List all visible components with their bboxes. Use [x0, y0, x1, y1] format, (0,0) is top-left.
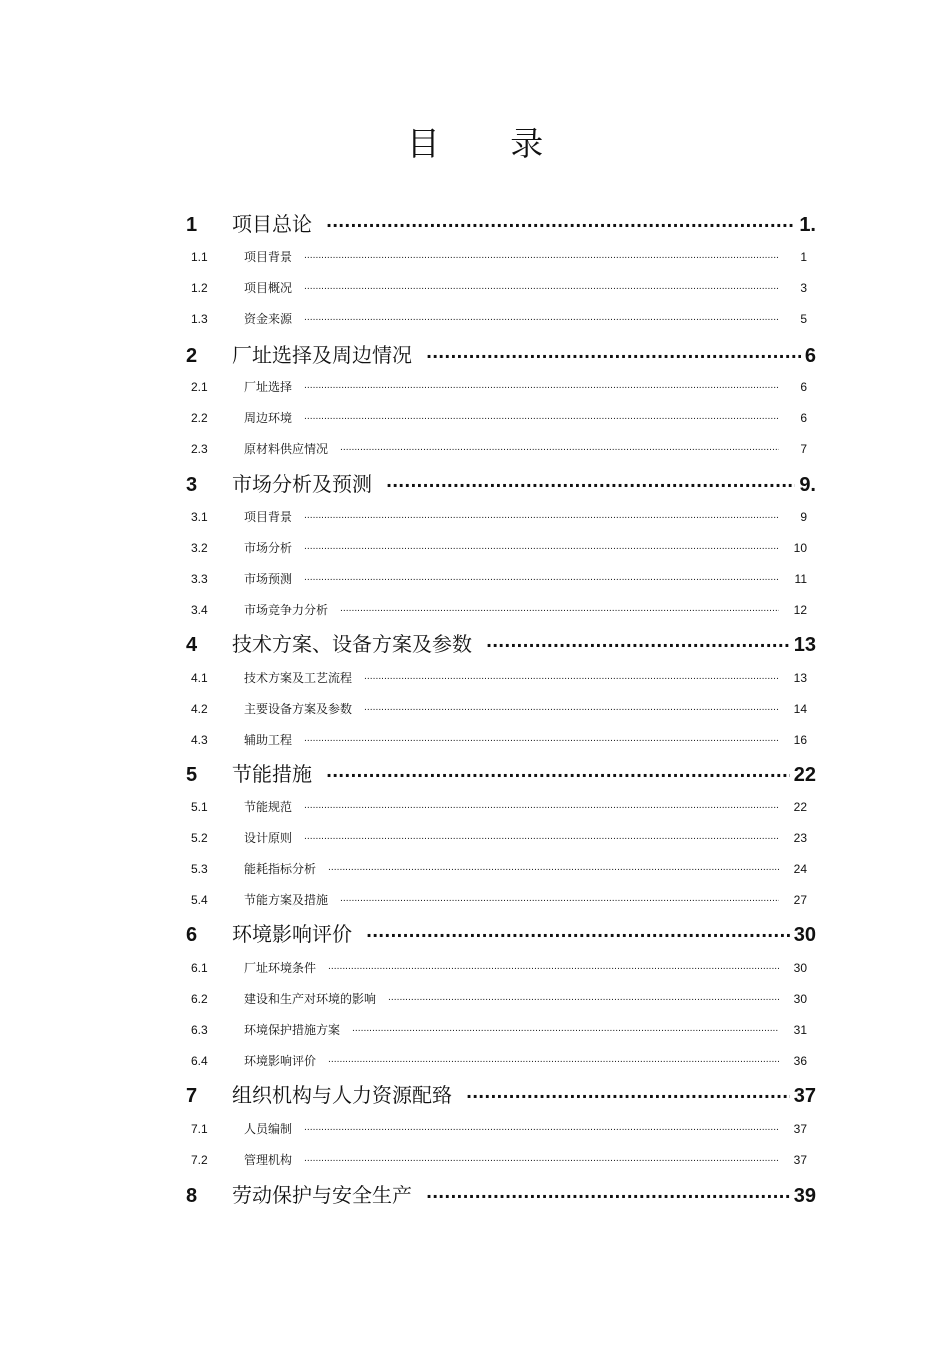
toc-page-number: 36 [793, 1054, 807, 1068]
toc-section[interactable] [191, 1020, 807, 1038]
toc-number: 5.1 [191, 800, 208, 814]
dot-leader [340, 439, 779, 453]
toc-chapter[interactable] [186, 1179, 816, 1205]
toc-label: 建设和生产对环境的影响 [244, 992, 377, 1006]
toc-chapter[interactable] [186, 339, 816, 365]
toc-label: 厂址选择及周边情况 [232, 343, 412, 367]
toc-label: 主要设备方案及参数 [244, 702, 353, 716]
toc-page-number: 22 [793, 764, 816, 786]
toc-page-number: 31 [793, 1023, 807, 1037]
dot-leader [304, 247, 779, 261]
toc-number: 8 [186, 1185, 198, 1207]
toc-number: 2.3 [191, 442, 208, 456]
toc-page-number: 37 [793, 1122, 807, 1136]
toc-number: 4.3 [191, 733, 208, 747]
toc-section[interactable] [191, 507, 807, 525]
toc-number: 6 [186, 924, 198, 946]
toc-number: 5.3 [191, 862, 208, 876]
toc-number: 4 [186, 634, 198, 656]
toc-page-number: 13 [793, 634, 816, 656]
toc-section[interactable] [191, 309, 807, 327]
toc-page-number: 27 [793, 893, 807, 907]
toc-page-number: 9. [799, 474, 816, 496]
toc-number: 1.2 [191, 281, 208, 295]
toc-number: 6.1 [191, 961, 208, 975]
toc-label: 市场预测 [244, 572, 293, 586]
toc-chapter[interactable] [186, 208, 816, 234]
toc-label: 项目背景 [244, 250, 293, 264]
toc-section[interactable] [191, 1051, 807, 1069]
toc-page-number: 37 [793, 1085, 816, 1107]
toc-page-number: 30 [793, 961, 807, 975]
dot-leader [304, 797, 779, 811]
toc-section[interactable] [191, 1119, 807, 1137]
dot-leader [328, 958, 779, 972]
toc-label: 能耗指标分析 [244, 862, 317, 876]
toc-number: 2.2 [191, 411, 208, 425]
toc-number: 3.1 [191, 510, 208, 524]
toc-section[interactable] [191, 958, 807, 976]
page-title: 目 录 [406, 124, 574, 163]
toc-label: 原材料供应情况 [244, 442, 329, 456]
toc-chapter[interactable] [186, 468, 816, 494]
dot-leader [304, 278, 779, 292]
toc-section[interactable] [191, 247, 807, 265]
dot-leader [328, 1051, 779, 1065]
toc-page-number: 23 [793, 831, 807, 845]
toc-number: 4.2 [191, 702, 208, 716]
toc-page-number: 11 [794, 572, 807, 586]
dot-leader [304, 1150, 779, 1164]
toc-number: 5.2 [191, 831, 208, 845]
dot-leader [364, 699, 779, 713]
toc-label: 辅助工程 [244, 733, 293, 747]
dot-leader [352, 1020, 779, 1034]
dot-leader [340, 600, 779, 614]
dot-leader [366, 919, 790, 941]
toc-page-number: 39 [793, 1185, 816, 1207]
dot-leader [388, 989, 779, 1003]
toc-number: 1 [186, 214, 198, 236]
toc-label: 环境影响评价 [244, 1054, 317, 1068]
toc-page-number: 6 [804, 345, 816, 367]
dot-leader [304, 828, 779, 842]
toc-label: 项目概况 [244, 281, 293, 295]
toc-number: 3.4 [191, 603, 208, 617]
toc-label: 周边环境 [244, 411, 293, 425]
toc-page-number: 6 [800, 380, 807, 394]
toc-number: 7.1 [191, 1122, 208, 1136]
toc-label: 人员编制 [244, 1122, 293, 1136]
toc-label: 管理机构 [244, 1153, 293, 1167]
toc-number: 7.2 [191, 1153, 208, 1167]
toc-label: 环境保护措施方案 [244, 1023, 341, 1037]
toc-label: 组织机构与人力资源配臵 [232, 1083, 452, 1107]
toc-page-number: 9 [800, 510, 807, 524]
toc-number: 2 [186, 345, 198, 367]
toc-label: 节能措施 [232, 762, 312, 786]
toc-chapter[interactable] [186, 758, 816, 784]
toc-page-number: 30 [793, 924, 816, 946]
toc-page-number: 10 [793, 541, 807, 555]
toc-label: 技术方案、设备方案及参数 [232, 632, 472, 656]
toc-chapter[interactable] [186, 628, 816, 654]
dot-leader [364, 668, 779, 682]
toc-page-number: 14 [793, 702, 807, 716]
toc-section[interactable] [191, 278, 807, 296]
toc-label: 厂址环境条件 [244, 961, 317, 975]
toc-number: 3 [186, 474, 198, 496]
toc-page-number: 5 [800, 312, 807, 326]
toc-number: 6.2 [191, 992, 208, 1006]
toc-section[interactable] [191, 408, 807, 426]
toc-section[interactable] [191, 377, 807, 395]
dot-leader [304, 408, 779, 422]
dot-leader [304, 507, 779, 521]
toc-page-number: 6 [800, 411, 807, 425]
dot-leader [304, 309, 779, 323]
toc-label: 技术方案及工艺流程 [244, 671, 353, 685]
toc-label: 节能规范 [244, 800, 293, 814]
toc-number: 5.4 [191, 893, 208, 907]
toc-label: 市场分析 [244, 541, 293, 555]
toc-number: 6.4 [191, 1054, 208, 1068]
dot-leader [304, 1119, 779, 1133]
toc-page-number: 16 [793, 733, 807, 747]
toc-number: 3.2 [191, 541, 208, 555]
toc-label: 设计原则 [244, 831, 293, 845]
dot-leader [340, 890, 779, 904]
toc-page-number: 24 [793, 862, 807, 876]
toc-number: 3.3 [191, 572, 208, 586]
toc-section[interactable] [191, 797, 807, 815]
dot-leader [304, 569, 779, 583]
toc-page-number: 12 [793, 603, 807, 617]
toc-section[interactable] [191, 600, 807, 618]
toc-page-number: 1 [800, 250, 807, 264]
toc-section[interactable] [191, 569, 807, 587]
toc-section[interactable] [191, 730, 807, 748]
dot-leader [486, 629, 790, 651]
dot-leader [328, 859, 779, 873]
dot-leader [304, 538, 779, 552]
toc-label: 项目总论 [232, 212, 312, 236]
toc-label: 资金来源 [244, 312, 293, 326]
toc-page-number: 1. [799, 214, 816, 236]
dot-leader [304, 730, 779, 744]
toc-section[interactable] [191, 668, 807, 686]
toc-page-number: 22 [793, 800, 807, 814]
toc-page-number: 30 [793, 992, 807, 1006]
toc-page-number: 13 [793, 671, 807, 685]
toc-chapter[interactable] [186, 1079, 816, 1105]
dot-leader [326, 759, 790, 781]
toc-section[interactable] [191, 699, 807, 717]
toc-label: 市场分析及预测 [232, 472, 372, 496]
toc-label: 厂址选择 [244, 380, 293, 394]
toc-section[interactable] [191, 439, 807, 457]
toc-number: 7 [186, 1085, 198, 1107]
toc-label: 节能方案及措施 [244, 893, 329, 907]
toc-page-number: 3 [800, 281, 807, 295]
toc-label: 劳动保护与安全生产 [232, 1183, 412, 1207]
toc-label: 市场竞争力分析 [244, 603, 329, 617]
dot-leader [426, 340, 801, 362]
toc-section[interactable] [191, 538, 807, 556]
toc-page-number: 7 [800, 442, 807, 456]
dot-leader [466, 1080, 790, 1102]
toc-number: 6.3 [191, 1023, 208, 1037]
toc-page-number: 37 [793, 1153, 807, 1167]
toc-section[interactable] [191, 859, 807, 877]
toc-number: 1.3 [191, 312, 208, 326]
toc-section[interactable] [191, 1150, 807, 1168]
toc-number: 4.1 [191, 671, 208, 685]
toc-label: 项目背景 [244, 510, 293, 524]
toc-section[interactable] [191, 828, 807, 846]
toc-number: 1.1 [191, 250, 208, 264]
dot-leader [386, 469, 795, 491]
dot-leader [304, 377, 779, 391]
toc-section[interactable] [191, 989, 807, 1007]
toc-section[interactable] [191, 890, 807, 908]
toc-number: 2.1 [191, 380, 208, 394]
toc-number: 5 [186, 764, 198, 786]
toc-chapter[interactable] [186, 918, 816, 944]
dot-leader [326, 209, 795, 231]
dot-leader [426, 1180, 790, 1202]
toc-label: 环境影响评价 [232, 922, 352, 946]
